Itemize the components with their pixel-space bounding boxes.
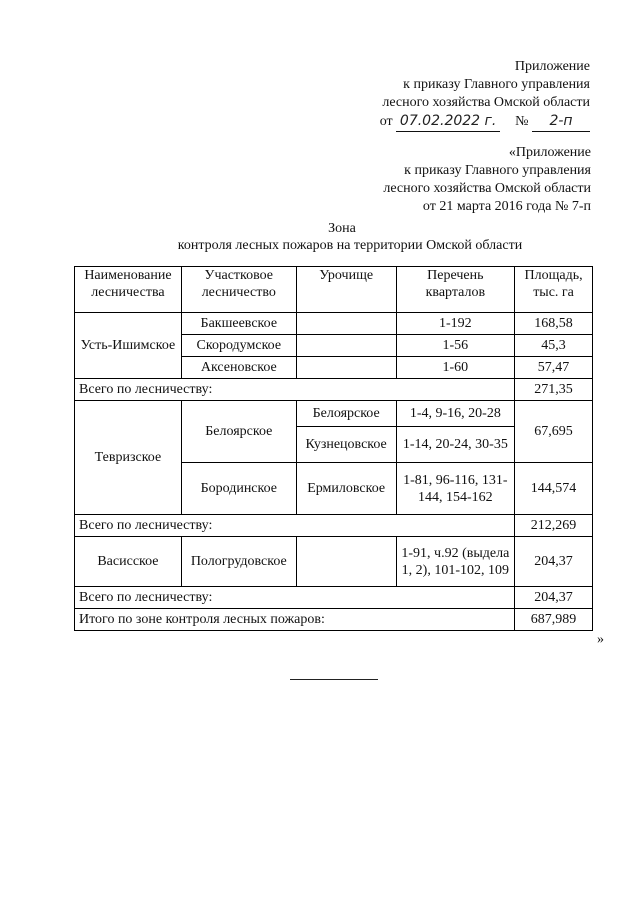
subtotal-value: 271,35 xyxy=(515,379,593,401)
subtotal-label: Всего по лесничеству: xyxy=(75,587,515,609)
fire-control-zone-table xyxy=(74,266,593,631)
grand-total-row xyxy=(75,609,593,631)
district-cell: Пологрудовское xyxy=(181,537,296,587)
document-subtitle: контроля лесных пожаров на территории Омской области xyxy=(177,238,523,253)
date-prefix: от xyxy=(379,114,393,129)
header-district: Участковое лесничество xyxy=(181,267,296,313)
quarters-cell: 1-81, 96-116, 131-144, 154-162 xyxy=(396,463,515,515)
district-cell: Скородумское xyxy=(181,335,296,357)
tract-cell xyxy=(296,537,396,587)
grand-total-label: Итого по зоне контроля лесных пожаров: xyxy=(75,609,515,631)
subtotal-label: Всего по лесничеству: xyxy=(75,379,515,401)
quarters-cell: 1-91, ч.92 (выдела 1, 2), 101-102, 109 xyxy=(396,537,515,587)
area-cell: 168,58 xyxy=(515,313,593,335)
area-cell: 57,47 xyxy=(515,357,593,379)
district-cell: Аксеновское xyxy=(181,357,296,379)
table-header-row xyxy=(75,267,593,313)
forestry-cell: Тевризское xyxy=(75,401,182,515)
quarters-cell: 1-4, 9-16, 20-28 xyxy=(396,401,515,427)
tract-cell xyxy=(296,313,396,335)
closing-quote: » xyxy=(597,632,604,647)
subtotal-row xyxy=(75,515,593,537)
original-order-date: от 21 марта 2016 года № 7-п xyxy=(422,199,591,214)
forestry-cell: Усть-Ишимское xyxy=(75,313,182,379)
table-row xyxy=(75,537,593,587)
authority-name: лесного хозяйства Омской области xyxy=(382,95,590,110)
subtotal-row xyxy=(75,587,593,609)
order-reference: к приказу Главного управления xyxy=(403,77,590,92)
tract-cell: Ермиловское xyxy=(296,463,396,515)
number-prefix: № xyxy=(515,114,529,129)
area-cell: 144,574 xyxy=(515,463,593,515)
forestry-cell: Васисское xyxy=(75,537,182,587)
quarters-cell: 1-60 xyxy=(396,357,515,379)
handwritten-number: 2-п xyxy=(532,112,590,132)
header-quarters: Перечень кварталов xyxy=(396,267,515,313)
separator-line xyxy=(290,679,378,680)
original-order-reference: к приказу Главного управления xyxy=(404,163,591,178)
quarters-cell: 1-14, 20-24, 30-35 xyxy=(396,427,515,463)
subtotal-value: 212,269 xyxy=(515,515,593,537)
quarters-cell: 1-56 xyxy=(396,335,515,357)
tract-cell: Белоярское xyxy=(296,401,396,427)
handwritten-date: 07.02.2022 г. xyxy=(396,112,500,132)
header-area: Площадь, тыс. га xyxy=(515,267,593,313)
tract-cell: Кузнецовское xyxy=(296,427,396,463)
original-appendix-header xyxy=(383,144,591,216)
original-authority-name: лесного хозяйства Омской области xyxy=(383,181,591,196)
area-cell: 67,695 xyxy=(515,401,593,463)
subtotal-label: Всего по лесничеству: xyxy=(75,515,515,537)
order-date-line xyxy=(380,112,590,132)
table-row xyxy=(75,401,593,427)
district-cell: Бородинское xyxy=(181,463,296,515)
district-cell: Белоярское xyxy=(181,401,296,463)
document-title: Зона xyxy=(328,221,356,236)
area-cell: 204,37 xyxy=(515,537,593,587)
area-cell: 45,3 xyxy=(515,335,593,357)
header-forestry: Наименование лесничества xyxy=(75,267,182,313)
subtotal-value: 204,37 xyxy=(515,587,593,609)
quarters-cell: 1-192 xyxy=(396,313,515,335)
grand-total-value: 687,989 xyxy=(515,609,593,631)
subtotal-row xyxy=(75,379,593,401)
district-cell: Бакшеевское xyxy=(181,313,296,335)
appendix-label: Приложение xyxy=(514,59,590,74)
appendix-header xyxy=(380,58,590,132)
header-tract: Урочище xyxy=(296,267,396,313)
tract-cell xyxy=(296,335,396,357)
table-row xyxy=(75,313,593,335)
original-appendix-label: «Приложение xyxy=(508,145,591,160)
tract-cell xyxy=(296,357,396,379)
